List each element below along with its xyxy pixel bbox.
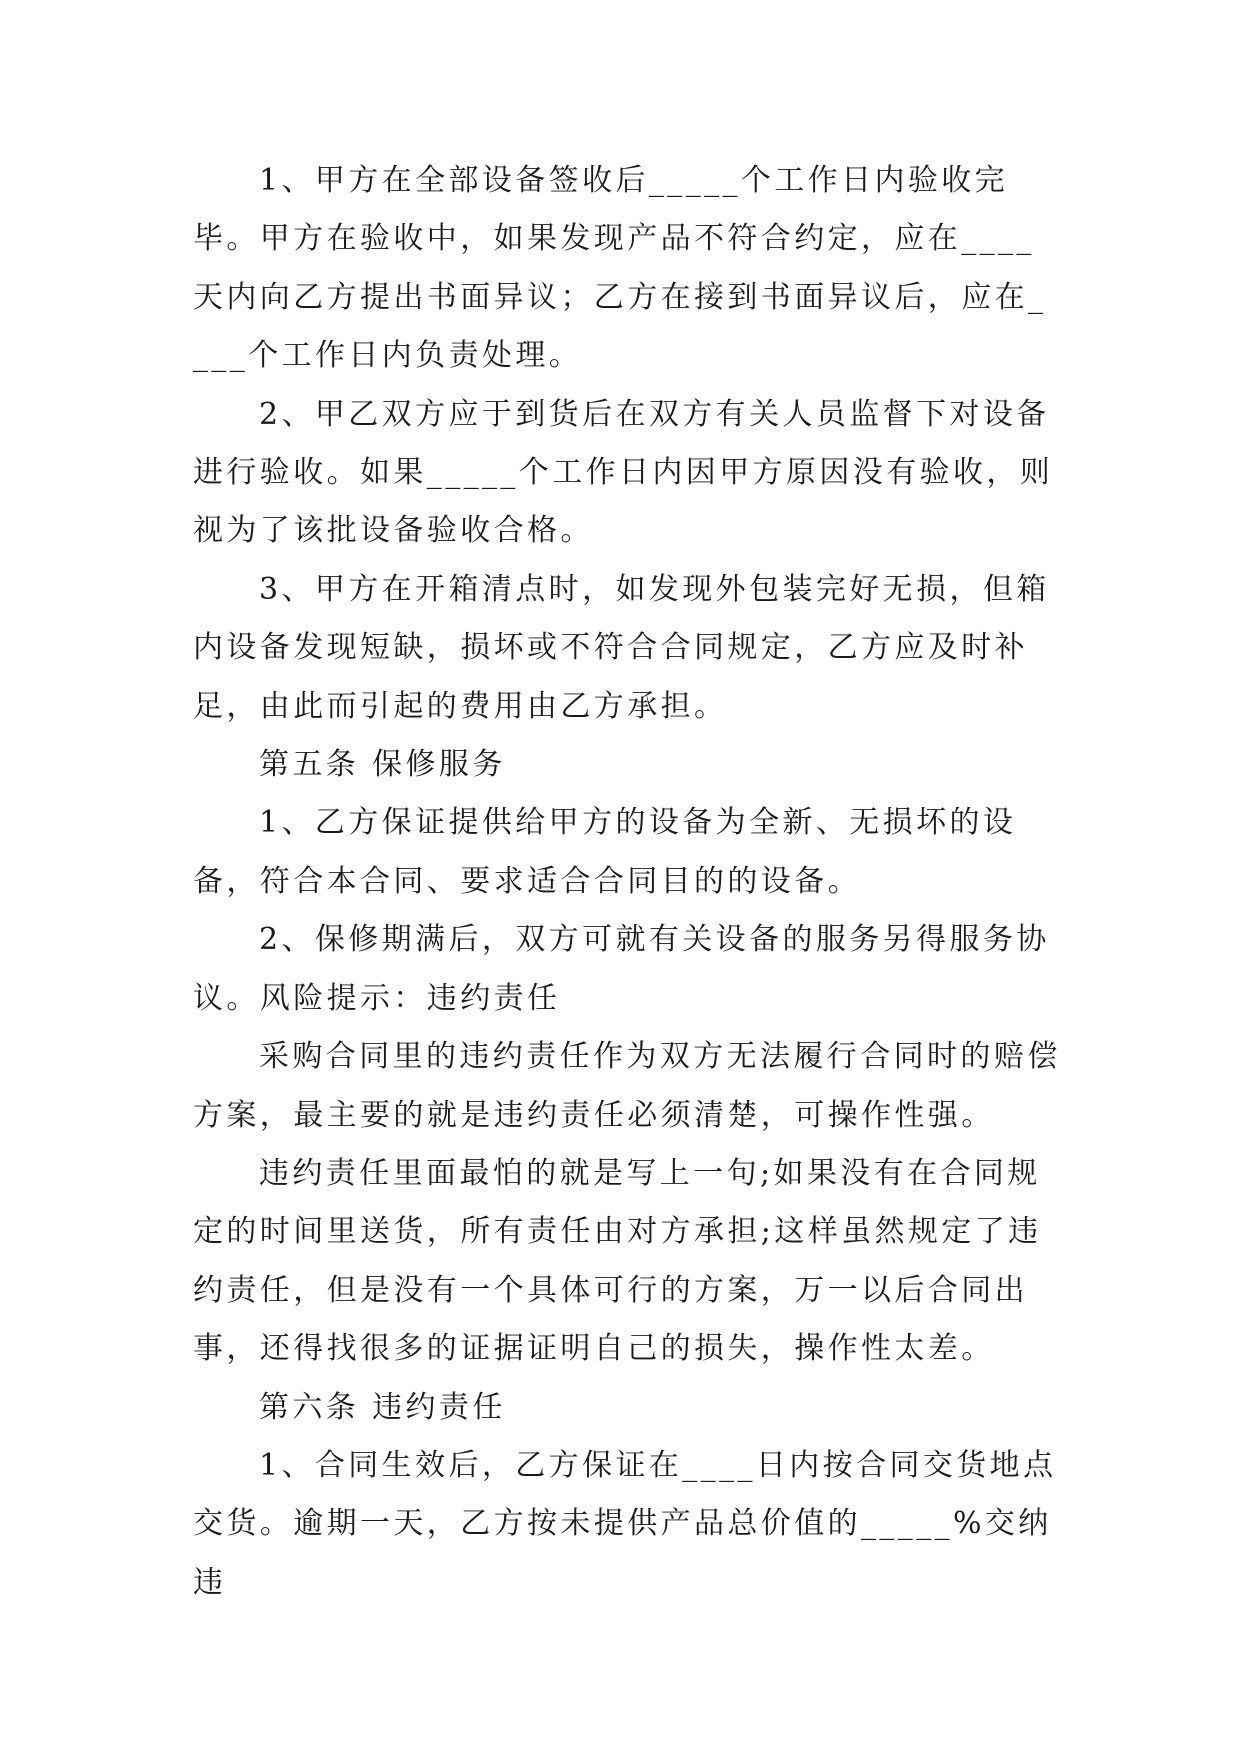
paragraph-acceptance-1: 1、甲方在全部设备签收后_____个工作日内验收完毕。甲方在验收中，如果发现产品不符合约定，应在____天内向乙方提出书面异议；乙方在接到书面异议后，应在____个工作日内负责处理。: [193, 163, 1047, 374]
document-body: [193, 152, 1063, 1612]
paragraph-acceptance-2: 2、甲乙双方应于到货后在双方有关人员监督下对设备进行验收。如果_____个工作日内因甲方原因没有验收，则视为了该批设备验收合格。: [193, 396, 1054, 549]
paragraph-warranty-1: 1、乙方保证提供给甲方的设备为全新、无损坏的设备，符合本合同、要求适合合同目的的设备。: [193, 805, 1017, 899]
paragraph-breach-note-2: 违约责任里面最怕的就是写上一句;如果没有在合同规定的时间里送货，所有责任由对方承担;这样虽然规定了违约责任，但是没有一个具体可行的方案，万一以后合同出事，还得找很多的证据证明自己的损失，操作性太差。: [193, 1155, 1042, 1367]
paragraph-acceptance-3: 3、甲方在开箱清点时，如发现外包装完好无损，但箱内设备发现短缺，损坏或不符合合同规定，乙方应及时补足，由此而引起的费用由乙方承担。: [193, 571, 1050, 724]
section-heading-article-6: 第六条 违约责任: [259, 1389, 506, 1425]
paragraph-breach-1: 1、合同生效后，乙方保证在____日内按合同交货地点交货。逾期一天，乙方按未提供产品总价值的_____%交纳违: [193, 1447, 1057, 1600]
paragraph-breach-note-1: 采购合同里的违约责任作为双方无法履行合同时的赔偿方案，最主要的就是违约责任必须清楚，可操作性强。: [193, 1039, 1061, 1133]
paragraph-warranty-2: 2、保修期满后，双方可就有关设备的服务另得服务协议。风险提示：违约责任: [193, 922, 1050, 1016]
section-heading-article-5: 第五条 保修服务: [259, 747, 506, 783]
